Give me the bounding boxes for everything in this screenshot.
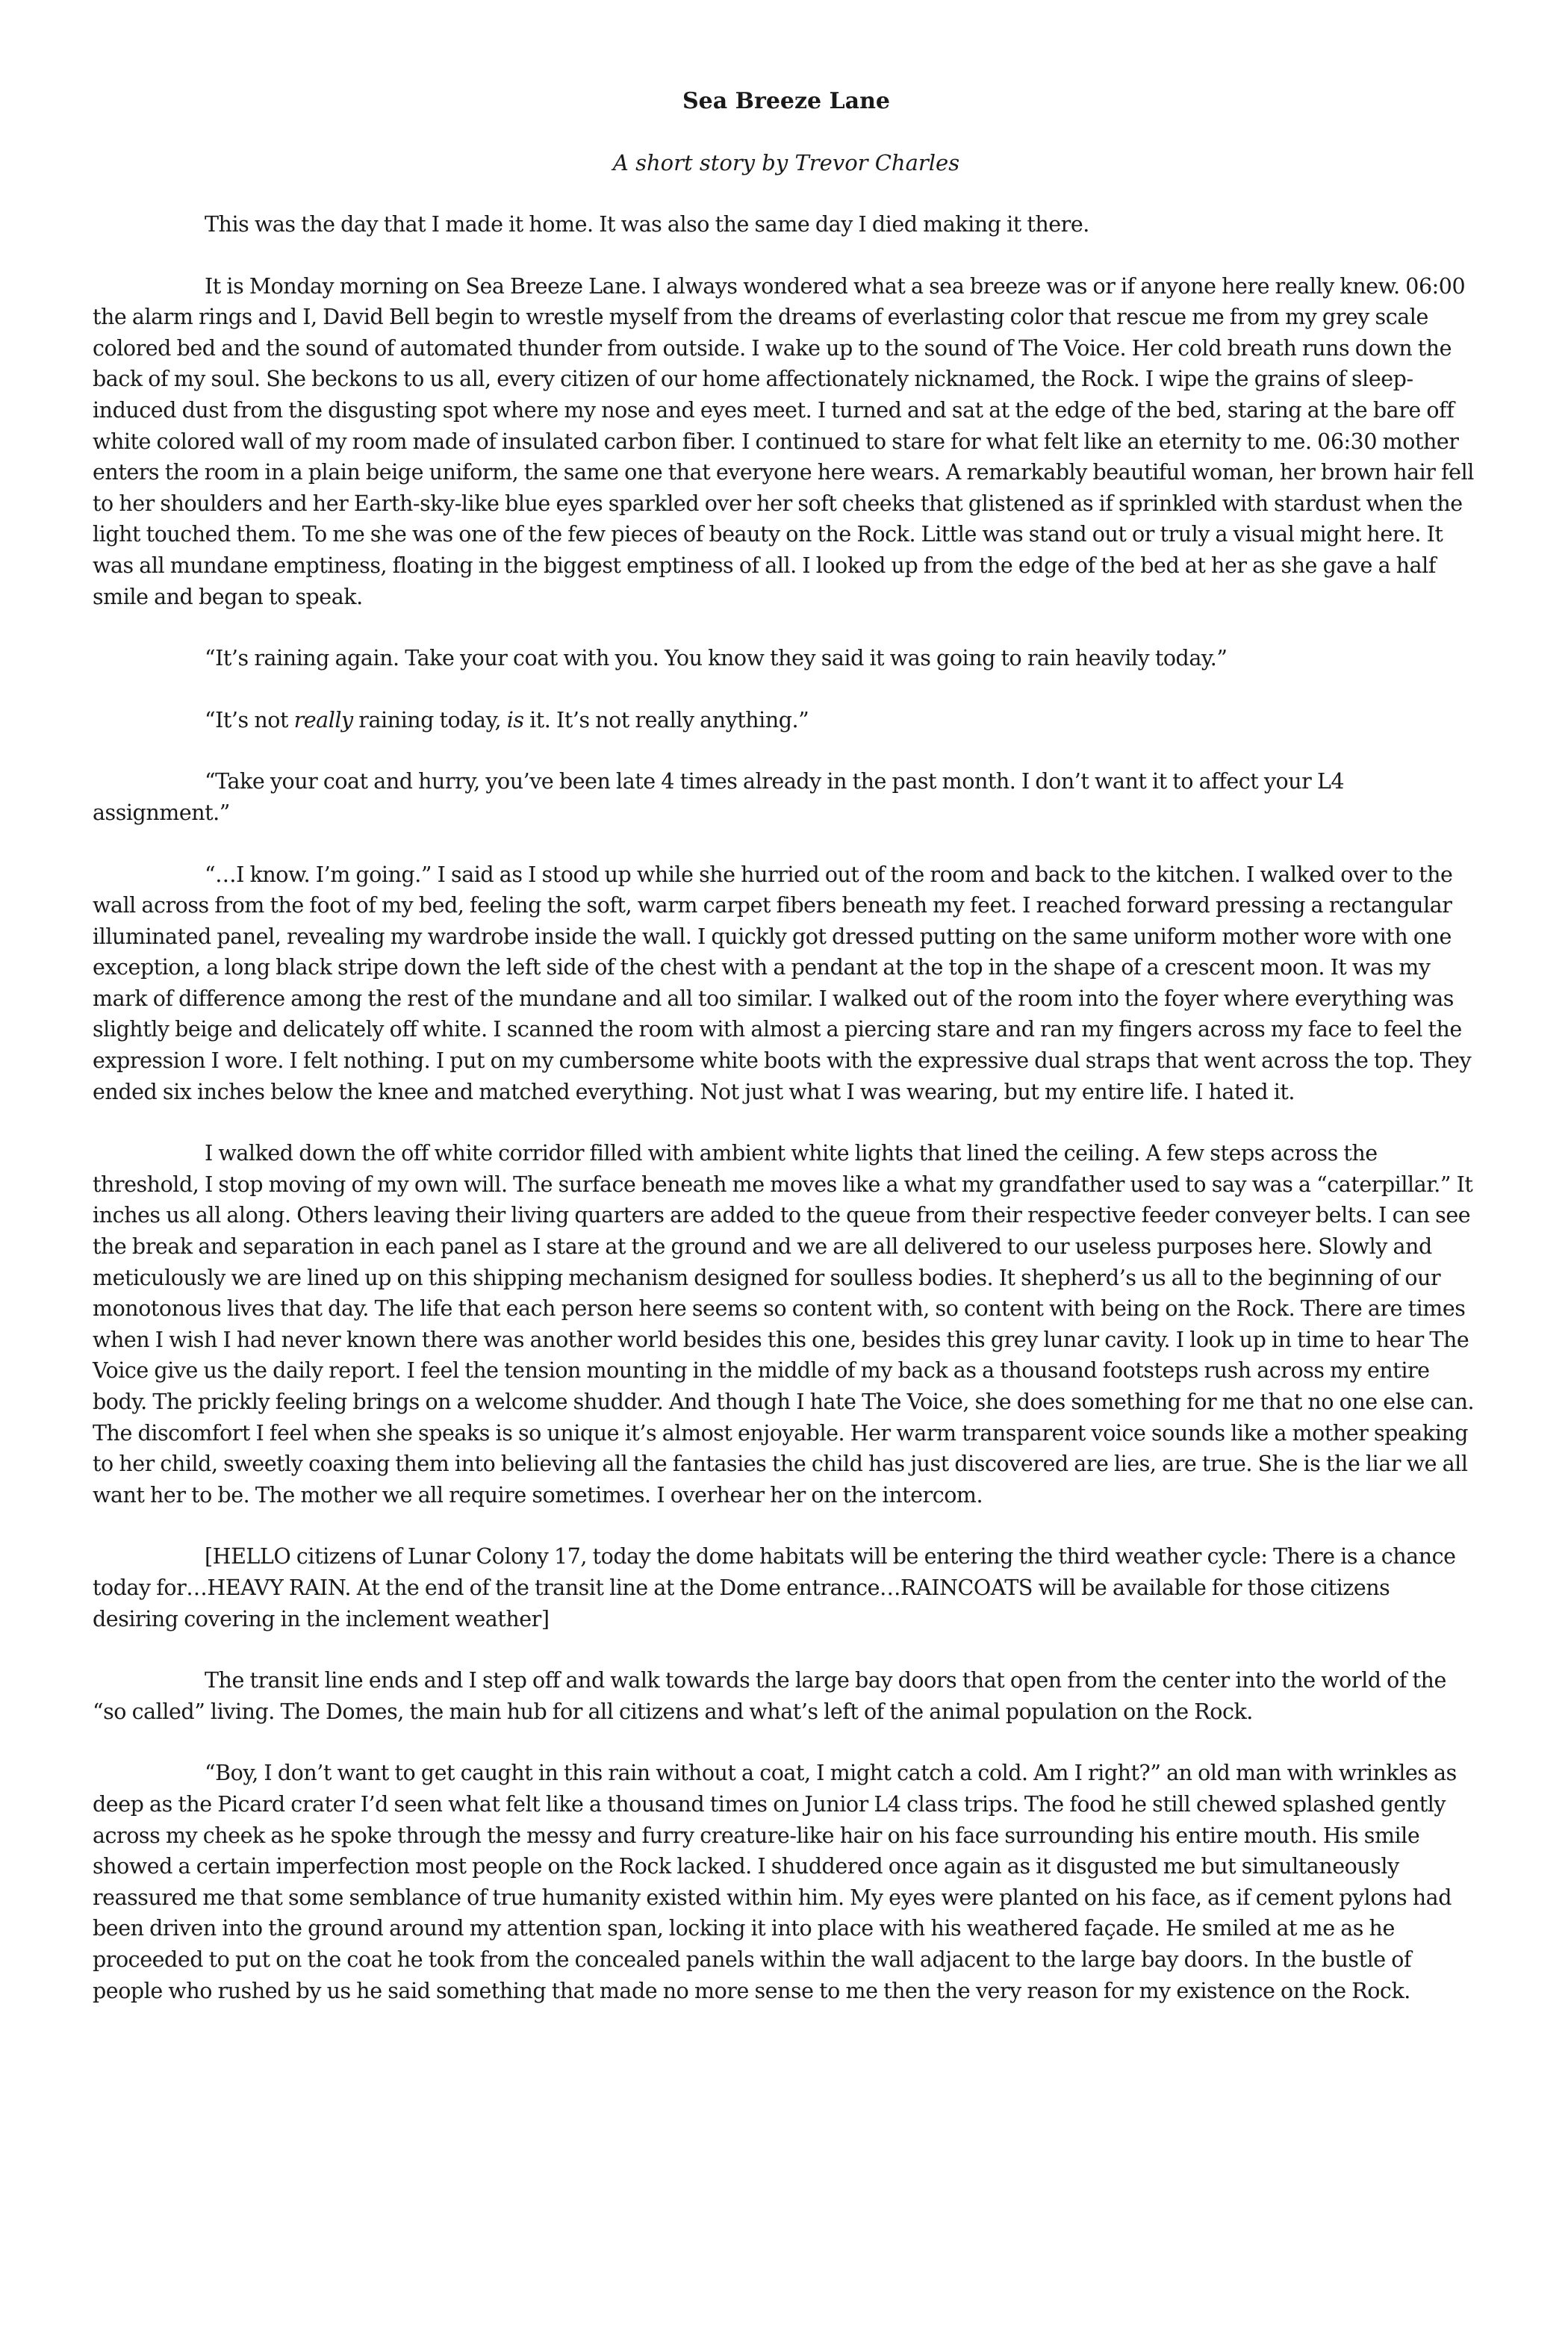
dialogue-text: “It’s not xyxy=(205,707,294,732)
story-byline: A short story by Trevor Charles xyxy=(612,150,960,175)
paragraph-transit-end: The transit line ends and I step off and walk towards the large bay doors that open from the center into the world of the “so called” living. The Domes, the main hub for all citizens and what’s left of the animal population on the Rock. xyxy=(93,1668,1446,1724)
document-page xyxy=(93,87,1480,2037)
dialogue-text: it. It’s not really anything.” xyxy=(523,707,809,732)
paragraph-corridor: I walked down the off white corridor filled with ambient white lights that lined the ceiling. A few steps across the threshold, I stop moving of my own will. The surface beneath me moves like a what my grandfather used to say was a “caterpillar.” It inches us all along. Others leaving their living quarters are added to the queue from their respective feeder conveyer belts. I can see the break and separation in each panel as I stare at the ground and we are all delivered to our useless purposes here. Slowly and meticulously we are lined up on this shipping mechanism designed for soulless bodies. It shepherd’s us all to the beginning of our monotonous lives that day. The life that each person here seems so content with, so content with being on the Rock. There are times when I wish I had never known there was another world besides this one, besides this grey lunar cavity. I look up in time to hear The Voice give us the daily report. I feel the tension mounting in the middle of my back as a thousand footsteps rush across my entire body. The prickly feeling brings on a welcome shudder. And though I hate The Voice, she does something for me that no one else can. The discomfort I feel when she speaks is so unique it’s almost enjoyable. Her warm transparent voice sounds like a mother speaking to her child, sweetly coaxing them into believing all the fantasies the child has just discovered are lies, are true. She is the liar we all want her to be. The mother we all require sometimes. I overhear her on the intercom. xyxy=(93,1141,1475,1508)
paragraph-old-man: “Boy, I don’t want to get caught in this rain without a coat, I might catch a cold. Am I right?” an old man with wrinkles as deep as the Picard crater I’d seen what felt like a thousand times on Junior L4 class trips. The food he still chewed splashed gently across my cheek as he spoke through the messy and furry creature-like hair on his face surrounding his entire mouth. His smile showed a certain imperfection most people on the Rock lacked. I shuddered once again as it disgusted me but simultaneously reassured me that some semblance of true humanity existed within him. My eyes were planted on his face, as if cement pylons had been driven into the ground around my attention span, locking it into place with his weathered façade. He smiled at me as he proceeded to put on the coat he took from the concealed panels within the wall adjacent to the large bay doors. In the bustle of people who rushed by us he said something that made no more sense to me then the very reason for my existence on the Rock. xyxy=(93,1761,1457,2003)
paragraph-dialogue-raining: “It’s raining again. Take your coat with you. You know they said it was going to rain heavily today.” xyxy=(205,646,1228,671)
paragraph-monday-morning: It is Monday morning on Sea Breeze Lane. I always wondered what a sea breeze was or if anyone here really knew. 06:00 the alarm rings and I, David Bell begin to wrestle myself from the dreams of everlasting color that rescue me from my grey scale colored bed and the sound of automated thunder from outside. I wake up to the sound of The Voice. Her cold breath runs down the back of my soul. She beckons to us all, every citizen of our home affectionately nicknamed, the Rock. I wipe the grains of sleep-induced dust from the disgusting spot where my nose and eyes meet. I turned and sat at the edge of the bed, staring at the bare off white colored wall of my room made of insulated carbon fiber. I continued to stare for what felt like an eternity to me. 06:30 mother enters the room in a plain beige uniform, the same one that everyone here wears. A remarkably beautiful woman, her brown hair fell to her shoulders and her Earth-sky-like blue eyes sparkled over her soft cheeks that glistened as if sprinkled with stardust when the light touched them. To me she was one of the few pieces of beauty on the Rock. Little was stand out or truly a visual might here. It was all mundane emptiness, floating in the biggest emptiness of all. I looked up from the edge of the bed at her as she gave a half smile and began to speak. xyxy=(93,273,1474,609)
paragraph-intercom-announcement: [HELLO citizens of Lunar Colony 17, today the dome habitats will be entering the third weather cycle: There is a chance today for…HEAVY RAIN. At the end of the transit line at the Dome entrance…RAINCOATS will be available for those citizens desiring covering in the inclement weather] xyxy=(93,1544,1456,1631)
emphasis-is: is xyxy=(506,707,524,732)
paragraph-opening: This was the day that I made it home. It was also the same day I died making it there. xyxy=(205,212,1089,237)
story-title: Sea Breeze Lane xyxy=(682,88,890,114)
paragraph-getting-dressed: “…I know. I’m going.” I said as I stood up while she hurried out of the room and back to the kitchen. I walked over to the wall across from the foot of my bed, feeling the soft, warm carpet fibers beneath my feet. I reached forward pressing a rectangular illuminated panel, revealing my wardrobe inside the wall. I quickly got dressed putting on the same uniform mother wore with one exception, a long black stripe down the left side of the chest with a pendant at the top in the shape of a crescent moon. It was my mark of difference among the rest of the mundane and all too similar. I walked out of the room into the foyer where everything was slightly beige and delicately off white. I scanned the room with almost a piercing stare and ran my fingers across my face to feel the expression I wore. I felt nothing. I put on my cumbersome white boots with the expressive dual straps that went across the top. They ended six inches below the knee and matched everything. Not just what I was wearing, but my entire life. I hated it. xyxy=(93,862,1472,1104)
dialogue-text: raining today, xyxy=(352,707,507,732)
paragraph-dialogue-not-really xyxy=(93,705,1480,736)
paragraph-dialogue-coat: “Take your coat and hurry, you’ve been late 4 times already in the past month. I don’t want it to affect your L4 assignment.” xyxy=(93,769,1345,825)
emphasis-really: really xyxy=(293,707,353,732)
